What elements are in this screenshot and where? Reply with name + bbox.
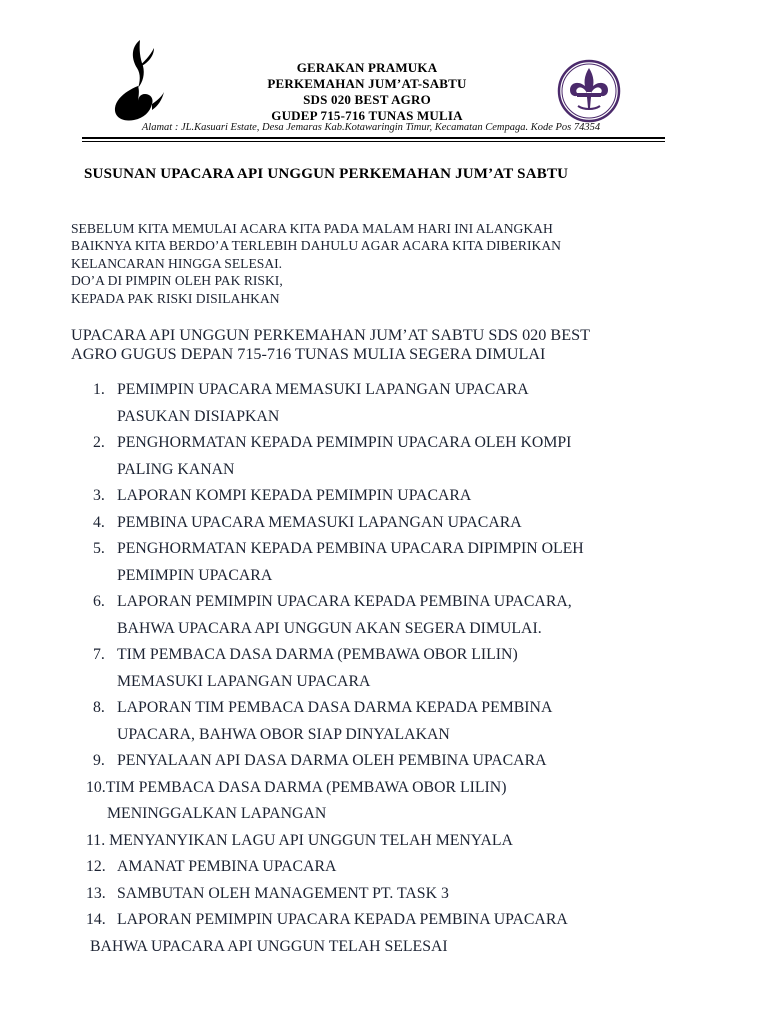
list-item bbox=[0, 828, 768, 855]
list-item bbox=[0, 801, 768, 828]
intro-line: KELANCARAN HINGGA SELESAI. bbox=[71, 255, 283, 271]
list-item bbox=[0, 748, 768, 775]
step-text: PALING KANAN bbox=[117, 460, 235, 478]
letterhead-text bbox=[200, 60, 534, 124]
list-item bbox=[0, 377, 768, 404]
list-item bbox=[0, 457, 768, 484]
step-text: 11. MENYANYIKAN LAGU API UNGGUN TELAH MENYALA bbox=[86, 831, 513, 849]
document-title: SUSUNAN UPACARA API UNGGUN PERKEMAHAN JUM’AT SABTU bbox=[84, 166, 569, 182]
letterhead-divider-thin bbox=[82, 141, 665, 142]
step-text: PEMIMPIN UPACARA bbox=[117, 566, 273, 584]
list-item bbox=[0, 695, 768, 722]
step-number: 9. bbox=[93, 752, 105, 769]
list-item bbox=[0, 722, 768, 749]
step-number: 7. bbox=[93, 646, 105, 663]
opening-line: AGRO GUGUS DEPAN 715-716 TUNAS MULIA SEGERA DIMULAI bbox=[71, 345, 546, 363]
gudep-name: GUDEP 715-716 TUNAS MULIA bbox=[271, 108, 463, 123]
step-number: 6. bbox=[93, 593, 105, 610]
step-number: 13. bbox=[86, 884, 106, 902]
intro-line: BAIKNYA KITA BERDO’A TERLEBIH DAHULU AGAR ACARA KITA DIBERIKAN bbox=[71, 238, 561, 254]
list-item bbox=[0, 907, 768, 934]
list-item bbox=[0, 404, 768, 431]
step-text: BAHWA UPACARA API UNGGUN AKAN SEGERA DIMULAI. bbox=[117, 619, 542, 637]
step-text: PENGHORMATAN KEPADA PEMIMPIN UPACARA OLEH KOMPI bbox=[117, 434, 572, 451]
step-number: 5. bbox=[93, 540, 105, 557]
step-number: 8. bbox=[93, 699, 105, 716]
step-number: 3. bbox=[93, 487, 105, 504]
step-text: MENINGGALKAN LAPANGAN bbox=[107, 805, 327, 822]
intro-paragraph bbox=[71, 220, 691, 307]
step-text: MEMASUKI LAPANGAN UPACARA bbox=[117, 672, 371, 690]
opening-paragraph bbox=[71, 326, 701, 364]
step-text: AMANAT PEMBINA UPACARA bbox=[117, 858, 337, 875]
step-text: PEMIMPIN UPACARA MEMASUKI LAPANGAN UPACARA bbox=[117, 381, 529, 398]
address-line: Alamat : JL.Kasuari Estate, Desa Jemaras Kab.Kotawaringin Timur, Kecamatan Cempaga. Kode Pos 74354 bbox=[141, 122, 601, 133]
tunas-kelapa-icon bbox=[110, 38, 166, 124]
list-item bbox=[0, 616, 768, 643]
list-item bbox=[0, 775, 768, 802]
step-number: 1. bbox=[93, 381, 105, 398]
step-text: LAPORAN KOMPI KEPADA PEMIMPIN UPACARA bbox=[117, 487, 472, 504]
org-name: GERAKAN PRAMUKA bbox=[296, 60, 438, 75]
list-item bbox=[0, 536, 768, 563]
fleur-de-lis-emblem-icon bbox=[556, 58, 622, 124]
step-text: BAHWA UPACARA API UNGGUN TELAH SELESAI bbox=[90, 937, 448, 955]
step-text: LAPORAN TIM PEMBACA DASA DARMA KEPADA PEMBINA bbox=[117, 699, 553, 716]
list-item bbox=[0, 483, 768, 510]
step-text: PENYALAAN API DASA DARMA OLEH PEMBINA UPACARA bbox=[117, 752, 547, 769]
step-number: 4. bbox=[93, 513, 105, 531]
list-item bbox=[0, 430, 768, 457]
step-text: 10.TIM PEMBACA DASA DARMA (PEMBAWA OBOR LILIN) bbox=[86, 778, 507, 796]
intro-line: DO’A DI PIMPIN OLEH PAK RISKI, bbox=[71, 273, 283, 289]
list-item bbox=[0, 934, 768, 961]
opening-line: UPACARA API UNGGUN PERKEMAHAN JUM’AT SABTU SDS 020 BEST bbox=[71, 326, 590, 344]
letterhead-divider bbox=[82, 137, 665, 139]
ceremony-steps-list bbox=[0, 377, 768, 960]
step-text: LAPORAN PEMIMPIN UPACARA KEPADA PEMBINA UPACARA bbox=[117, 911, 568, 928]
step-text: TIM PEMBACA DASA DARMA (PEMBAWA OBOR LILIN) bbox=[117, 646, 518, 663]
step-text: UPACARA, BAHWA OBOR SIAP DINYALAKAN bbox=[117, 725, 450, 743]
list-item bbox=[0, 854, 768, 881]
step-text: SAMBUTAN OLEH MANAGEMENT PT. TASK 3 bbox=[117, 884, 449, 902]
list-item bbox=[0, 589, 768, 616]
intro-line: KEPADA PAK RISKI DISILAHKAN bbox=[71, 290, 280, 306]
step-number: 14. bbox=[86, 911, 106, 928]
step-number: 12. bbox=[86, 858, 106, 875]
list-item bbox=[0, 669, 768, 696]
event-name: PERKEMAHAN JUM’AT-SABTU bbox=[267, 76, 467, 91]
list-item bbox=[0, 642, 768, 669]
step-text: LAPORAN PEMIMPIN UPACARA KEPADA PEMBINA UPACARA, bbox=[117, 593, 572, 610]
step-text: PEMBINA UPACARA MEMASUKI LAPANGAN UPACARA bbox=[117, 513, 522, 531]
step-text: PENGHORMATAN KEPADA PEMBINA UPACARA DIPIMPIN OLEH bbox=[117, 540, 584, 557]
list-item bbox=[0, 881, 768, 908]
step-number: 2. bbox=[93, 434, 105, 451]
intro-line: SEBELUM KITA MEMULAI ACARA KITA PADA MALAM HARI INI ALANGKAH bbox=[71, 221, 553, 236]
school-name: SDS 020 BEST AGRO bbox=[303, 92, 431, 107]
step-text: PASUKAN DISIAPKAN bbox=[117, 407, 280, 425]
list-item bbox=[0, 510, 768, 537]
list-item bbox=[0, 563, 768, 590]
